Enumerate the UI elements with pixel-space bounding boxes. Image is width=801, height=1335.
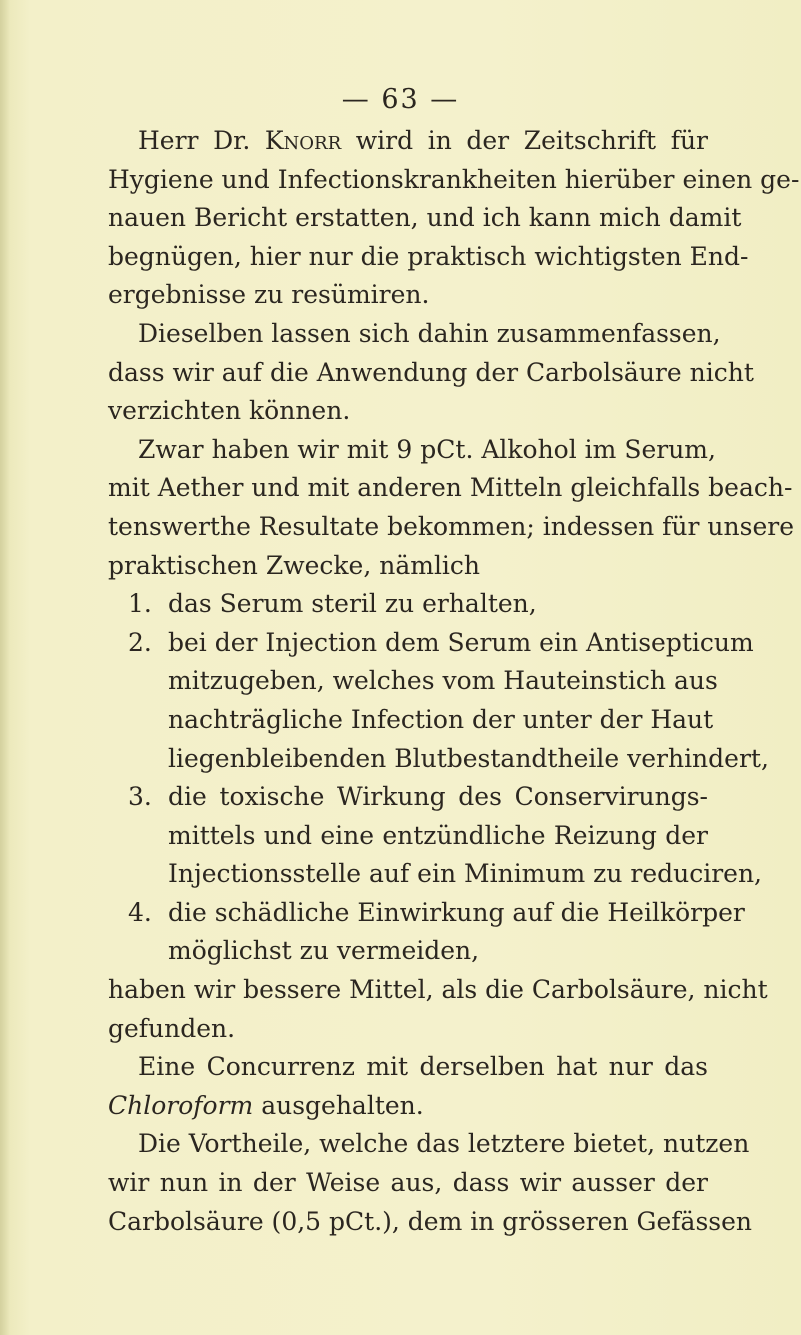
text-line: liegenbleibenden Blutbestandtheile verhindert, xyxy=(168,743,769,773)
text-line: nauen Bericht erstatten, und ich kann mich damit xyxy=(108,203,742,233)
author-name: Knorr xyxy=(264,126,342,155)
text-line: mitzugeben, welches vom Hauteinstich aus xyxy=(168,666,718,696)
page-edge-shadow xyxy=(0,0,10,1335)
list-number: 2. xyxy=(128,627,152,657)
list-number: 1. xyxy=(128,589,152,619)
text-line: möglichst zu vermeiden, xyxy=(168,936,480,966)
text-line: haben wir bessere Mittel, als die Carbolsäure, nicht xyxy=(108,975,768,1005)
list-item: 2. bei der Injection dem Serum ein Antisepticum xyxy=(108,624,708,663)
text-line: verzichten können. xyxy=(108,396,351,426)
list-number: 3. xyxy=(128,782,152,812)
text-line: Injectionsstelle auf ein Minimum zu reduciren, xyxy=(168,859,763,889)
page-number: — 63 — xyxy=(341,84,460,115)
body-text xyxy=(108,122,800,1241)
italic-term: Chloroform xyxy=(108,1090,254,1120)
text-line: Dieselben lassen sich dahin zusammenfassen, xyxy=(138,318,721,348)
text-line: praktischen Zwecke, nämlich xyxy=(108,550,481,580)
text-line: Carbolsäure (0,5 pCt.), dem in grösseren Gefässen xyxy=(108,1206,753,1236)
text-line: gefunden. xyxy=(108,1013,236,1043)
text-line: tenswerthe Resultate bekommen; indessen für unsere xyxy=(108,511,794,541)
list-item: 3. die toxische Wirkung des Conservirungs- xyxy=(108,778,708,817)
text-line: Die Vortheile, welche das letztere bietet, nutzen xyxy=(138,1129,750,1159)
text-line: Eine Concurrenz mit derselben hat nur das xyxy=(138,1052,708,1082)
text-line: Chloroform ausgehalten. xyxy=(108,1090,424,1120)
text-line: wir nun in der Weise aus, dass wir ausser der xyxy=(108,1168,708,1198)
text-line: Hygiene und Infectionskrankheiten hierüber einen ge- xyxy=(108,164,800,194)
text-line: ergebnisse zu resümiren. xyxy=(108,280,430,310)
text-line: mit Aether und mit anderen Mitteln gleichfalls beach- xyxy=(108,473,793,503)
list-item: 1. das Serum steril zu erhalten, xyxy=(108,585,708,624)
list-item: 4. die schädliche Einwirkung auf die Heilkörper xyxy=(108,894,708,933)
text-line: nachträgliche Infection der unter der Haut xyxy=(168,704,714,734)
text-line: Herr Dr. Knorr wird in der Zeitschrift für xyxy=(138,126,708,155)
text-line: mittels und eine entzündliche Reizung der xyxy=(168,820,708,850)
text-line: Zwar haben wir mit 9 pCt. Alkohol im Serum, xyxy=(138,434,716,464)
text-line: dass wir auf die Anwendung der Carbolsäure nicht xyxy=(108,357,754,387)
list-number: 4. xyxy=(128,897,152,927)
text-line: begnügen, hier nur die praktisch wichtigsten End- xyxy=(108,241,749,271)
